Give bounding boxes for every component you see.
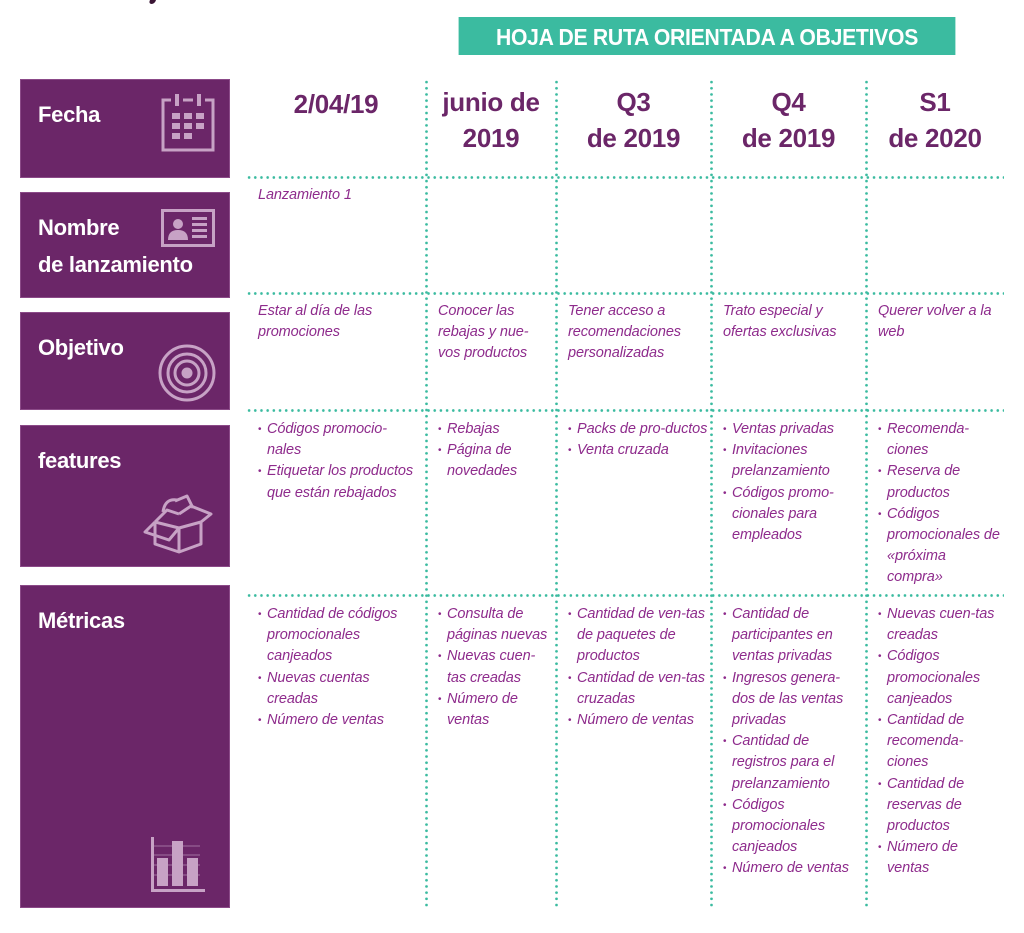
feature-item: • Códigos promocionales de «próxima compra» [878, 504, 1003, 589]
metric-item: • Cantidad de participantes en ventas privadas [723, 604, 863, 668]
row-label-features [20, 425, 230, 567]
metric-item: • Ingresos genera-dos de las ventas privadas [723, 668, 863, 732]
cropped-glyph-fragment [149, 0, 158, 4]
row-label-metricas [20, 585, 230, 908]
features-cell [438, 419, 553, 483]
column-header-date [426, 84, 556, 156]
row-label-text-line2: de lanzamiento [38, 252, 193, 277]
column-date-line1: junio de [442, 87, 540, 117]
feature-item: • Packs de pro-ductos [568, 419, 708, 440]
column-date-line2: de 2020 [888, 123, 982, 153]
metric-item: • Consulta de páginas nuevas [438, 604, 553, 646]
row-label-text: features [38, 448, 122, 473]
metrics-cell [878, 604, 1003, 880]
column-divider [555, 79, 558, 909]
metric-item: • Nuevas cuen-tas creadas [438, 646, 553, 688]
objective-text: Conocer las rebajas y nue-vos productos [438, 303, 529, 362]
feature-item: • Códigos promocio-nales [258, 419, 418, 461]
feature-item: • Ventas privadas [723, 419, 863, 440]
metric-item: • Cantidad de reservas de productos [878, 774, 1003, 838]
objective-cell: Estar al día de las promociones [258, 303, 373, 341]
features-cell [723, 419, 863, 546]
metric-item: • Códigos promocionales canjeados [878, 646, 1003, 710]
row-label-text: Métricas [38, 608, 125, 633]
metric-item: • Cantidad de ven-tas cruzadas [568, 668, 708, 710]
metrics-cell [258, 604, 423, 731]
id-card-icon [161, 209, 215, 247]
row-divider [246, 409, 1004, 412]
column-header-date [866, 84, 1004, 156]
feature-item: • Venta cruzada [568, 440, 708, 461]
row-label-text: Objetivo [38, 335, 124, 360]
column-header-date [556, 84, 711, 156]
objective-cell [438, 301, 550, 365]
column-date-line1: 2/04/19 [293, 89, 379, 119]
metrics-cell [438, 604, 553, 731]
metric-item: • Nuevas cuen-tas creadas [878, 604, 1003, 646]
release-name-cell: Lanzamiento 1 [258, 187, 352, 203]
column-header-date [711, 84, 866, 156]
row-divider [246, 292, 1004, 295]
metric-item: • Número de ventas [568, 710, 708, 731]
row-label-nombre-de-lanzamiento [20, 192, 230, 298]
bar-chart-icon [150, 837, 206, 893]
features-cell [568, 419, 708, 461]
metric-item: • Cantidad de ven-tas de paquetes de productos [568, 604, 708, 668]
column-divider [425, 79, 428, 909]
metric-item: • Códigos promocionales canjeados [723, 795, 863, 859]
metric-item: • Número de ventas [878, 837, 1003, 879]
row-divider [246, 176, 1004, 179]
row-label-objetivo [20, 312, 230, 410]
column-divider [865, 79, 868, 909]
column-date-line2: de 2019 [586, 123, 681, 153]
column-date-line1: Q3 [616, 87, 651, 117]
calendar-icon [161, 94, 215, 152]
feature-item: • Códigos promo-cionales para empleados [723, 483, 863, 547]
metric-item: • Número de ventas [438, 689, 553, 731]
metric-item: • Nuevas cuentas creadas [258, 668, 423, 710]
open-box-icon [143, 492, 213, 554]
column-header-date [246, 86, 426, 122]
feature-item: • Rebajas [438, 419, 553, 440]
row-label-fecha [20, 79, 230, 178]
feature-item: • Reserva de productos [878, 461, 1003, 503]
feature-item: • Página de novedades [438, 440, 553, 482]
metric-item: • Número de ventas [258, 710, 423, 731]
row-divider [246, 594, 1004, 597]
metrics-cell [568, 604, 708, 731]
feature-item: • Recomenda-ciones [878, 419, 1003, 461]
metric-item: • Cantidad de recomenda-ciones [878, 710, 1003, 774]
roadmap-title-banner: HOJA DE RUTA ORIENTADA A OBJETIVOS [459, 17, 956, 55]
metrics-cell [723, 604, 863, 880]
column-date-line1: Q4 [771, 87, 806, 117]
column-date-line2: 2019 [462, 123, 520, 153]
row-label-text: Fecha [38, 102, 101, 127]
metric-item: • Cantidad de códigos promocionales canjeados [258, 604, 423, 668]
column-date-line1: S1 [919, 87, 951, 117]
feature-item: • Invitaciones prelanzamiento [723, 440, 863, 482]
objective-cell: Tener acceso a recomendaciones personalizadas [568, 303, 681, 362]
metric-item: • Cantidad de registros para el prelanzamiento [723, 731, 863, 795]
metric-item: • Número de ventas [723, 858, 863, 879]
column-divider [710, 79, 713, 909]
feature-item: • Etiquetar los productos que están rebajados [258, 461, 418, 503]
objective-cell: Querer volver a la web [878, 303, 992, 341]
row-label-text-line1: Nombre [38, 215, 120, 240]
objective-cell: Trato especial y ofertas exclusivas [723, 303, 837, 341]
target-icon [157, 343, 217, 403]
features-cell [878, 419, 1003, 589]
column-date-line2: de 2019 [741, 123, 836, 153]
features-cell [258, 419, 418, 504]
